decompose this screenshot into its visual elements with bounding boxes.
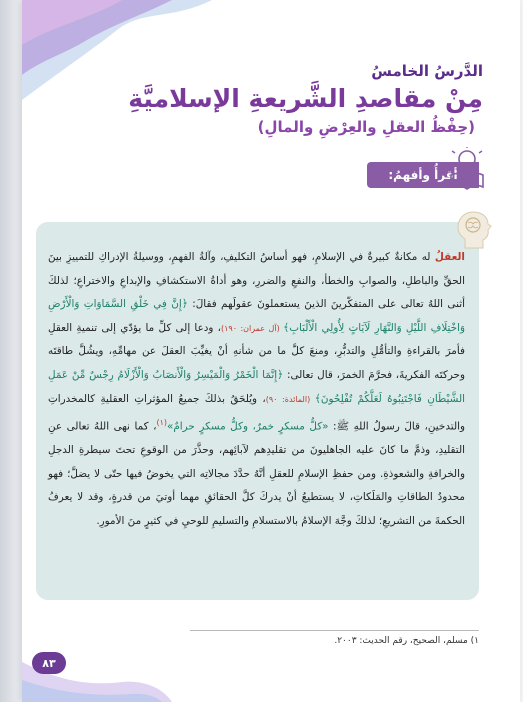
footnote: ١) مسلم، الصحيح، رقم الحديث: ٢٠٠٣. (334, 636, 479, 646)
footnote-marker[interactable]: (١) (156, 418, 167, 428)
verse-reference-2: (المائدة: ٩٠) (265, 394, 315, 404)
book-spine (0, 0, 22, 702)
hadith-quote: «كلُّ مسكرٍ خمرٌ، وكلُّ مسكرٍ حرامٌ» (167, 420, 329, 433)
keyword-reason: العقلُ (434, 251, 465, 263)
read-understand-label: أقرأُ وأفهمُ: (388, 168, 458, 182)
quran-verse-2: ﴿إِنَّمَا الْخَمْرُ وَالْمَيْسِرُ وَالْأَنصَابُ وَالْأَزْلَامُ رِجْسٌ مِّنْ عَمَلِ الشَّيْطَانِ فَاجْتَنِبُوهُ لَعَلَّكُمْ تُفْلِحُونَ﴾ (48, 368, 465, 405)
page-number: ٨٣ (42, 656, 56, 670)
paragraph-text-3: ، ويُلحَقُ بذلكَ جميعُ المؤثراتِ العقليةِ كالمخدراتِ والتدخينِ، قالَ رسولُ اللهِ ﷺ: (48, 392, 466, 433)
paragraph-text-4: ، كما نهى اللهُ تعالى عنِ التقليدِ، وذمَّ ما كانَ عليه الجاهليونَ من تقليدِهم لآبائِهم، وحذَّرَ من الوقوعِ تحتَ سيطرةِ الدجلِ والخرافةِ والشعوذةِ. ومن حفظِ الإسلامِ للعقلِ أنَّهُ حدَّدَ مجالاتِه التي يخوضُ فيها حتّى لا يضلَّ؛ فهو محدودُ الطاقاتِ والمَلَكاتِ، لا يستطيعُ أنْ يدركَ كلَّ الحقائقِ مهما أوتيَ من قدرةٍ، وقد لا يعرفُ الحكمةَ من التشريعِ؛ لذلكَ وجَّهَ الإسلامُ بالاستسلامِ والتسليمِ للوحيِ في كثيرٍ منَ الأمورِ. (48, 420, 465, 527)
page-number-badge (32, 652, 66, 674)
lesson-title: مِنْ مقاصدِ الشَّريعةِ الإسلاميَّةِ (128, 84, 483, 113)
lesson-subtitle: (حِفْظُ العقلِ والعِرْضِ والمالِ) (257, 118, 475, 136)
paragraph-text-2: ، ودعا إلى كلِّ ما يؤدّي إلى تنميةِ العقلِ فأمرَ بالقراءةِ والتأمُّلِ والتدبُّرِ، ومنعَ كلَّ ما من شأنهِ أنْ يغيِّبَ العقلَ عن مهامِّهِ، ويشُلَّ طاقتَه وحركتَه الفكريةَ، فحرَّمَ الخمرَ، قال تعالى: (48, 321, 465, 381)
head-brain-icon (453, 210, 495, 250)
footnote-divider (190, 630, 479, 631)
lesson-number: الدَّرسُ الخامسُ (371, 62, 483, 80)
verse-reference-1: (آل عمران: ١٩٠) (221, 323, 284, 333)
book-lightbulb-icon (447, 147, 487, 191)
quran-verse-1: ﴿إِنَّ فِي خَلْقِ السَّمَاوَاتِ وَالْأَرْضِ وَاخْتِلَافِ اللَّيْلِ وَالنَّهَارِ لَآيَاتٍ لِأُولِي الْأَلْبَابِ﴾ (48, 298, 466, 334)
body-paragraph (48, 246, 465, 534)
paragraph-text-1: له مكانةٌ كبيرةٌ في الإسلامِ، فهو أساسُ التكليفِ، وآلةُ الفهمِ، ووسيلةُ الإدراكِ للتمييزِ بينَ الحقِّ والباطلِ، والصوابِ والخطأ، والنفعِ والضررِ، وهو أداةُ الاستكشافِ والإبداعِ والاختراعِ؛ لذلكَ أثنى اللهُ تعالى على المتفكّرينَ الذينَ يستعملونَ عقولَهم فقالَ: (48, 251, 465, 311)
